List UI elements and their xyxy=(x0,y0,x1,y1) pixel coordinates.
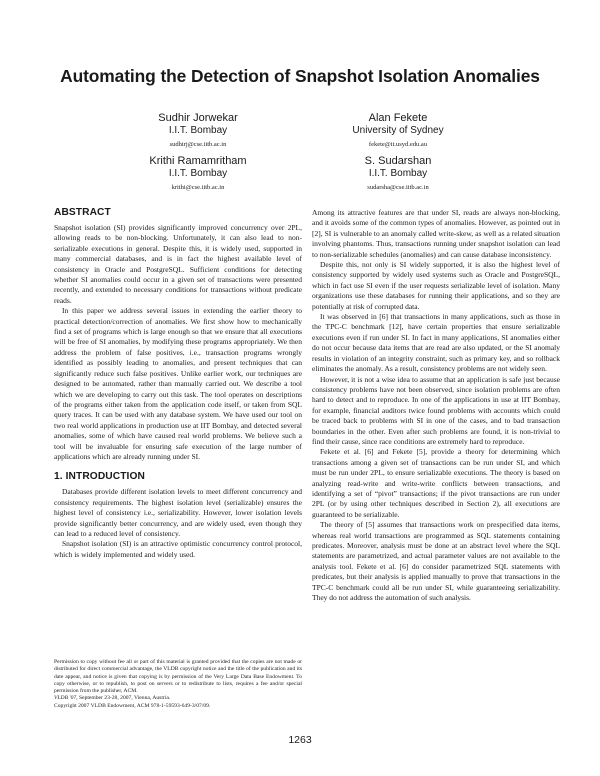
abstract-heading: ABSTRACT xyxy=(54,207,111,218)
body-paragraph: However, it is not a wise idea to assume that an application is safe just because consistency problems have not been observed, since isolation problems are often hard to detect and to reproduce. In one of the applications in use at IIT Bombay, for example, financial auditors twice found problems with accounts which could be traced back to problems with SI in one of the cases, and to bad transaction boundaries in the other. Even after such problems are found, it is non-trivial to find their cause, since race conditions are extremely hard to reproduce. xyxy=(312,374,560,446)
venue-details: September 23-28, 2007, Vienna, Austria. xyxy=(77,695,171,702)
author-name: S. Sudarshan xyxy=(364,155,432,167)
author-email: sudarsha@cse.iitb.ac.in xyxy=(367,184,429,191)
body-paragraph: It was observed in [6] that transactions in many applications, such as those in the TPC-C benchmark [12], have certain properties that ensure serializable executions even if run under SI. In fact in many applications, SI anomalies either do not occur because data items that are read are also updated, or the SI anomaly results in violation of an integrity constraint, such as primary key, and so rollback eliminates the anomaly. As a result, consistency problems are not widely seen. xyxy=(312,312,560,374)
body-paragraph: Despite this, not only is SI widely supported, it is also the highest level of consistency supported by widely used systems such as Oracle and PostgreSQL, which in fact use SI even if the user requests serializable level of isolation. Many organizations use these databases for running their applications, and so they are potentially at risk of corrupted data. xyxy=(312,260,560,311)
author-block-2 xyxy=(313,112,483,150)
author-affiliation: I.I.T. Bombay xyxy=(168,125,228,136)
body-paragraph: Snapshot isolation (SI) is an attractive optimistic concurrency control protocol, which is widely implemented and widely used. xyxy=(54,539,302,559)
left-column xyxy=(54,207,302,560)
paper-title: Automating the Detection of Snapshot Isolation Anomalies xyxy=(60,66,540,86)
author-block-1 xyxy=(113,112,283,150)
body-paragraph: Fekete et al. [6] and Fekete [5], provide a theory for determining which transactions among a given set of transactions can be run under SI, and which must be run under 2PL, to ensure serializable executions. The theory is based on analyzing read-write and write-write conflicts between transactions, and identifying a set of “pivot” transactions; if the pivot transactions are run under 2PL (or by using other techniques described in Section 2), all executions are guaranteed to be serializable. xyxy=(312,447,560,519)
introduction-section xyxy=(54,471,302,560)
author-affiliation: University of Sydney xyxy=(352,125,444,136)
author-name: Sudhir Jorwekar xyxy=(158,112,238,124)
venue-line xyxy=(54,695,302,702)
author-name: Krithi Ramamritham xyxy=(149,155,247,167)
venue-name: VLDB '07, xyxy=(54,695,78,702)
body-paragraph: Databases provide different isolation levels to meet different concurrency and consistency requirements. The highest isolation level (serializable) ensures the highest level of consistency i.e., serializability. However, lower isolation levels provide significantly better concurrency, and are widely used, even though they can lead to a reduced level of consistency. xyxy=(54,487,302,538)
right-column xyxy=(312,208,560,603)
author-email: fekete@it.usyd.edu.au xyxy=(368,141,428,148)
introduction-heading: 1. INTRODUCTION xyxy=(54,471,145,483)
body-paragraph: Among its attractive features are that under SI, reads are always non-blocking, and it avoids some of the common types of anomalies. However, as pointed out in [2], SI is vulnerable to an anomaly called write-skew, as well as a related situation involving phantoms. Thus, transactions running under snapshot isolation can lead to non-serializable schedules (anomalies) and can cause database inconsistency. xyxy=(312,208,560,259)
copyright-line: Copyright 2007 VLDB Endowment, ACM 978-1-59593-649-3/07/09. xyxy=(54,702,211,709)
author-affiliation: I.I.T. Bombay xyxy=(168,168,228,179)
page-number: 1263 xyxy=(288,734,312,746)
author-block-4 xyxy=(313,155,483,193)
author-email: sudhirj@cse.iitb.ac.in xyxy=(169,141,227,148)
permission-text: Permission to copy without fee all or part of this material is granted provided that the copies are not made or distributed for direct commercial advantage, the VLDB copyright notice and the title of the publication and its date appear, and notice is given that copying is by permission of the Very Large Data Base Endowment. To copy otherwise, or to republish, to post on servers or to redistribute to lists, requires a fee and/or special permission from the publisher, ACM. xyxy=(54,659,302,695)
body-paragraph: The theory of [5] assumes that transactions work on prespecified data items, whereas real world transactions are programmed as SQL statements containing predicates. Moreover, analysis must be done at an abstract level where the SQL statements are parametrized, and actual parameter values are not available to the analysis tool. Fekete et al. [6] do consider parametrized SQL statements with predicates, but their analysis is applied manually to prove that transactions in the TPC-C benchmark could all be run under SI, while guaranteeing serializability. They do not address the automation of such analysis. xyxy=(312,520,560,603)
author-name: Alan Fekete xyxy=(368,112,428,124)
author-affiliation: I.I.T. Bombay xyxy=(368,168,428,179)
abstract-paragraph: In this paper we address several issues in extending the earlier theory to practical detection/correction of anomalies. We first show how to mechanically find a set of programs which is large enough so that we ensure that all executions will be free of SI anomalies, by modifying these programs appropriately. We then address the problem of false positives, i.e., transaction programs wrongly identified as possibly leading to anomalies, and present techniques that can significantly reduce such false positives. Unlike earlier work, our techniques are designed to be automated, rather than manually carried out. We describe a tool which we are developing to carry out this task. The tool operates on descriptions of the programs either taken from the application code itself, or taken from SQL query traces. It can be used with any database system. We have used our tool on two real world applications in production use at IIT Bombay, and detected several anomalies, some of which have caused real world problems. We believe such a tool will be invaluable for ensuring safe execution of the large number of applications which are already running under SI. xyxy=(54,306,302,461)
author-block-3 xyxy=(113,155,283,193)
abstract-paragraph: Snapshot isolation (SI) provides significantly improved concurrency over 2PL, allowing reads to be non-blocking. Unfortunately, it can also lead to non-serializable executions in general. Despite this, it is widely used, supported in many commercial databases, and is in fact the highest available level of consistency in Oracle and PostgreSQL. Sufficient conditions for detecting whether SI anomalies could occur in a given set of transactions were presented recently, and extended to necessary conditions for transactions without predicate reads. xyxy=(54,223,302,305)
author-email: krithi@cse.iitb.ac.in xyxy=(171,184,225,191)
permission-footnote xyxy=(54,659,302,710)
